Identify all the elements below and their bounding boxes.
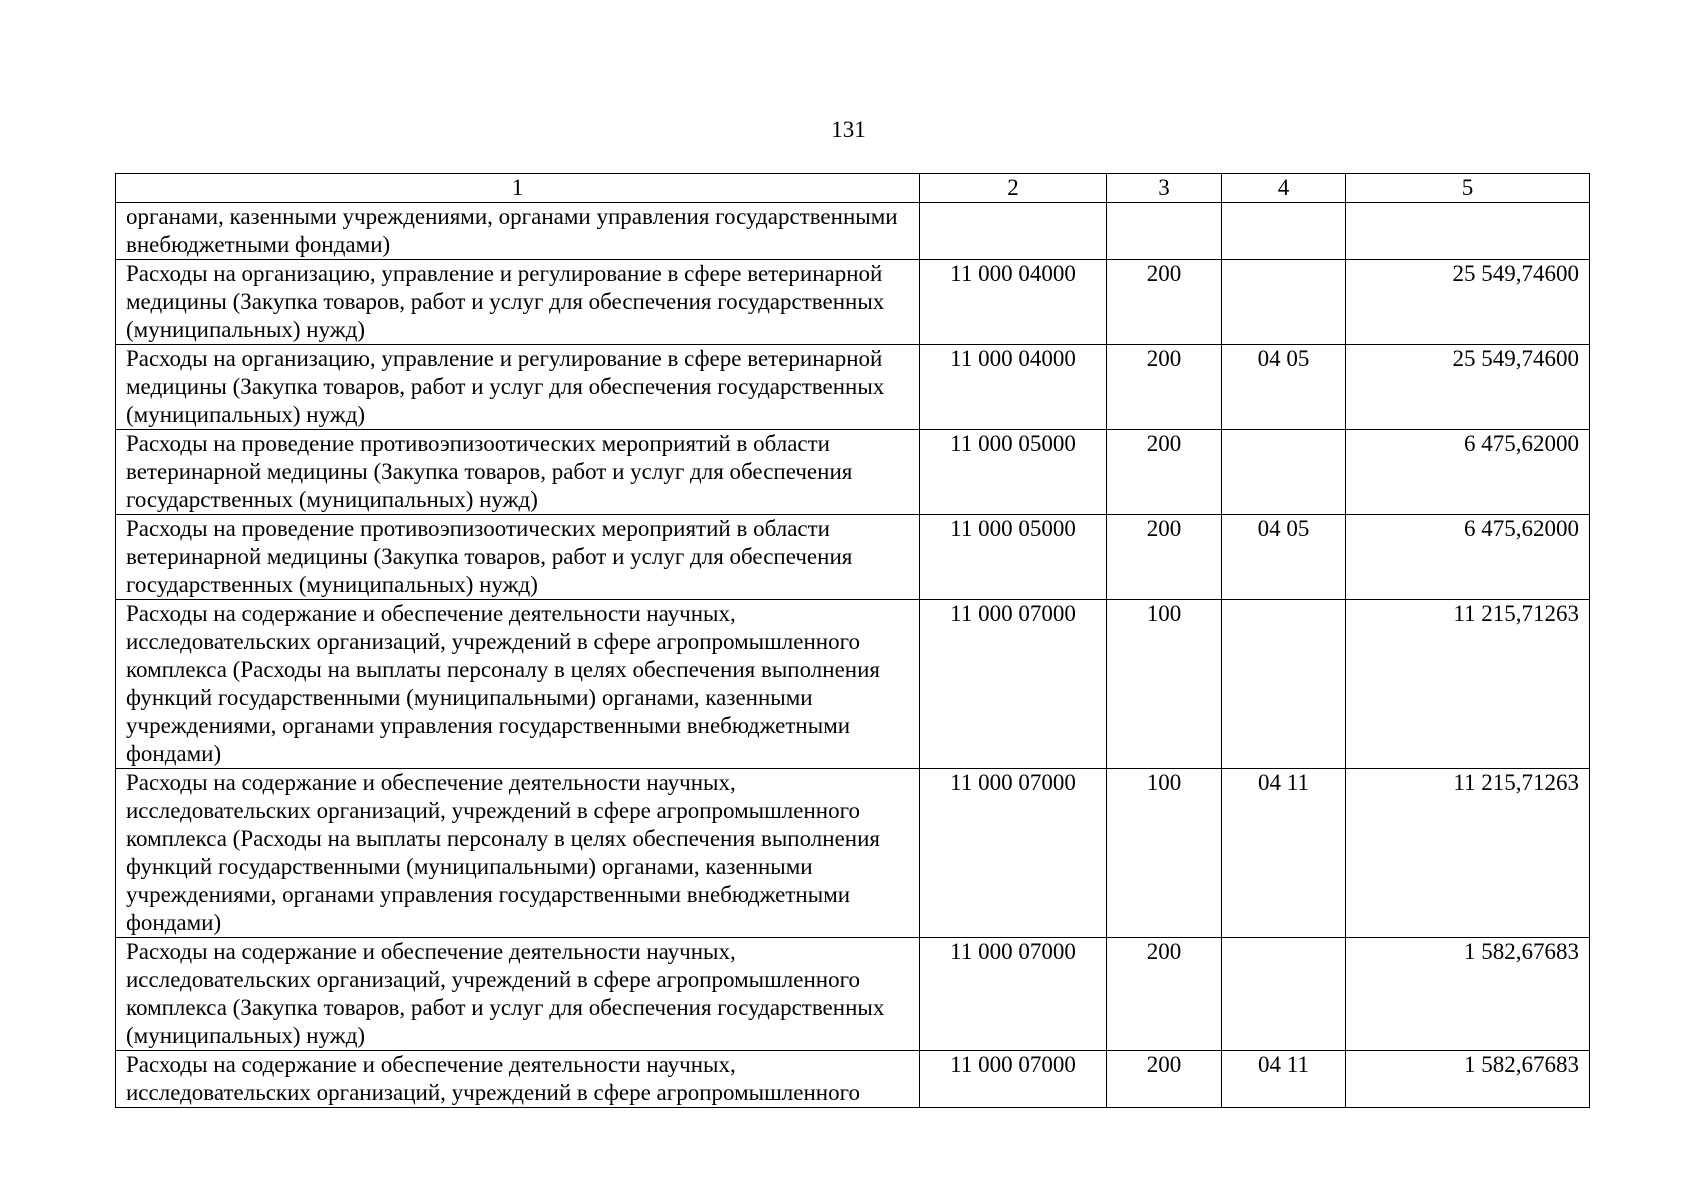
expense-name-cell: Расходы на организацию, управление и регулирование в сфере ветеринарной медицины (Закупка товаров, работ и услуг для обеспечения государственных (муниципальных) нужд) <box>116 345 920 430</box>
table-row <box>116 515 1590 600</box>
column-header: 4 <box>1222 174 1346 203</box>
expense-name-cell: Расходы на содержание и обеспечение деятельности научных, исследовательских организаций, учреждений в сфере агропромышленного комплекса (Закупка товаров, работ и услуг для обеспечения государственных (муниципальных) нужд) <box>116 938 920 1051</box>
expense-type-cell: 100 <box>1107 769 1222 938</box>
expense-type-cell: 200 <box>1107 515 1222 600</box>
section-cell: 04 11 <box>1222 1051 1346 1108</box>
amount-cell: 11 215,71263 <box>1346 600 1590 769</box>
expense-name-cell: Расходы на содержание и обеспечение деятельности научных, исследовательских организаций, учреждений в сфере агропромышленного <box>116 1051 920 1108</box>
expense-type-cell: 100 <box>1107 600 1222 769</box>
target-article-cell: 11 000 07000 <box>920 938 1107 1051</box>
expense-name-cell: Расходы на проведение противоэпизоотических мероприятий в области ветеринарной медицины (Закупка товаров, работ и услуг для обеспечения государственных (муниципальных) нужд) <box>116 430 920 515</box>
amount-cell <box>1346 203 1590 260</box>
expense-name-cell: органами, казенными учреждениями, органами управления государственными внебюджетными фондами) <box>116 203 920 260</box>
expense-name-cell: Расходы на проведение противоэпизоотических мероприятий в области ветеринарной медицины (Закупка товаров, работ и услуг для обеспечения государственных (муниципальных) нужд) <box>116 515 920 600</box>
page-number: 131 <box>831 117 866 142</box>
expense-type-cell: 200 <box>1107 345 1222 430</box>
section-cell: 04 05 <box>1222 515 1346 600</box>
target-article-cell: 11 000 07000 <box>920 1051 1107 1108</box>
column-header: 1 <box>116 174 920 203</box>
table-row <box>116 430 1590 515</box>
header-row <box>116 174 1590 203</box>
amount-cell: 6 475,62000 <box>1346 430 1590 515</box>
target-article-cell: 11 000 05000 <box>920 430 1107 515</box>
amount-cell: 6 475,62000 <box>1346 515 1590 600</box>
target-article-cell: 11 000 07000 <box>920 600 1107 769</box>
amount-cell: 25 549,74600 <box>1346 345 1590 430</box>
section-cell: 04 11 <box>1222 769 1346 938</box>
table-row <box>116 260 1590 345</box>
table-row <box>116 345 1590 430</box>
target-article-cell <box>920 203 1107 260</box>
expense-name-cell: Расходы на содержание и обеспечение деятельности научных, исследовательских организаций, учреждений в сфере агропромышленного комплекса (Расходы на выплаты персоналу в целях обеспечения выполнения функций государственными (муниципальными) органами, казенными учреждениями, органами управления государственными внебюджетными фондами) <box>116 769 920 938</box>
table-row <box>116 600 1590 769</box>
column-header: 2 <box>920 174 1107 203</box>
section-cell <box>1222 203 1346 260</box>
section-cell <box>1222 260 1346 345</box>
amount-cell: 25 549,74600 <box>1346 260 1590 345</box>
table-row <box>116 1051 1590 1108</box>
target-article-cell: 11 000 05000 <box>920 515 1107 600</box>
table-row <box>116 769 1590 938</box>
section-cell <box>1222 430 1346 515</box>
target-article-cell: 11 000 04000 <box>920 345 1107 430</box>
budget-table <box>115 173 1590 1108</box>
expense-type-cell: 200 <box>1107 938 1222 1051</box>
column-header: 5 <box>1346 174 1590 203</box>
amount-cell: 1 582,67683 <box>1346 1051 1590 1108</box>
section-cell <box>1222 938 1346 1051</box>
section-cell: 04 05 <box>1222 345 1346 430</box>
expense-type-cell <box>1107 203 1222 260</box>
table-row <box>116 203 1590 260</box>
expense-type-cell: 200 <box>1107 1051 1222 1108</box>
expense-type-cell: 200 <box>1107 260 1222 345</box>
amount-cell: 11 215,71263 <box>1346 769 1590 938</box>
expense-name-cell: Расходы на содержание и обеспечение деятельности научных, исследовательских организаций, учреждений в сфере агропромышленного комплекса (Расходы на выплаты персоналу в целях обеспечения выполнения функций государственными (муниципальными) органами, казенными учреждениями, органами управления государственными внебюджетными фондами) <box>116 600 920 769</box>
amount-cell: 1 582,67683 <box>1346 938 1590 1051</box>
target-article-cell: 11 000 07000 <box>920 769 1107 938</box>
expense-type-cell: 200 <box>1107 430 1222 515</box>
expense-name-cell: Расходы на организацию, управление и регулирование в сфере ветеринарной медицины (Закупка товаров, работ и услуг для обеспечения государственных (муниципальных) нужд) <box>116 260 920 345</box>
column-header: 3 <box>1107 174 1222 203</box>
target-article-cell: 11 000 04000 <box>920 260 1107 345</box>
section-cell <box>1222 600 1346 769</box>
table-row <box>116 938 1590 1051</box>
